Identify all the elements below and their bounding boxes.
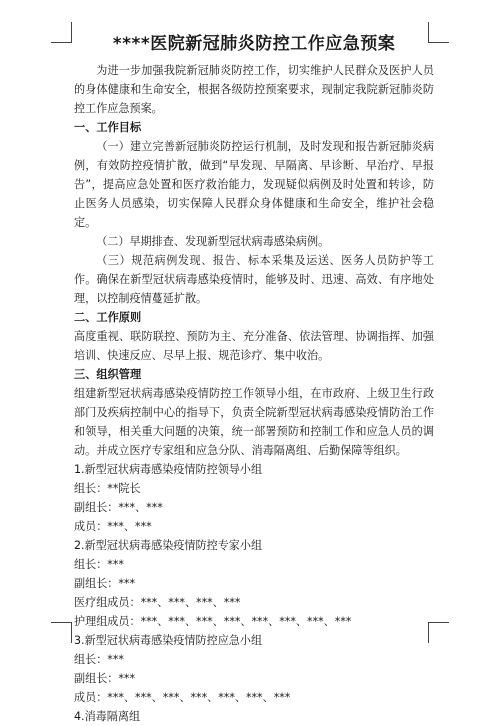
- group-line: 组长：***: [74, 558, 124, 571]
- principles-paragraph: 高度重视、联防联控、预防为主、充分准备、依法管理、协调指挥、加强培训、快速反应、尽早上报、规范诊疗、集中收治。: [74, 330, 434, 362]
- crop-mark-bottom-left: [51, 622, 72, 643]
- group-line: 成员：***、***、***、***、***、***、***: [74, 691, 291, 704]
- group-line: 护理组成员：***、***、***、***、***、***、***、***: [74, 615, 352, 628]
- group-line: 成员：***、***: [74, 520, 152, 533]
- section-heading-goals: 一、工作目标: [74, 121, 142, 134]
- goals-paragraph-2: （二）早期排查、发现新型冠状病毒感染病例。: [96, 235, 330, 248]
- goals-paragraph-3: （三）规范病例发现、报告、标本采集及运送、医务人员防护等工作。确保在新型冠状病毒感染疫情时，能够及时、迅速、高效、有序地处理，以控制疫情蔓延扩散。: [74, 254, 434, 305]
- group-title-disinfection: 4.消毒隔离组: [74, 710, 141, 723]
- section-heading-organization: 三、组织管理: [74, 368, 142, 381]
- intro-paragraph: 为进一步加强我院新冠肺炎防控工作，切实维护人民群众及医护人员的身体健康和生命安全，根据各级防控预案要求，现制定我院新冠肺炎防控工作应急预案。: [74, 64, 434, 115]
- goals-paragraph-1: （一）建立完善新冠肺炎防控运行机制，及时发现和报告新冠肺炎病例，有效防控疫情扩散，做到“早发现、早隔离、早诊断、早治疗、早报告”，提高应急处置和医疗救治能力，发现疑似病例及时处置和转诊，防止医务人员感染，切实保障人民群众身体健康和生命安全，维护社会稳定。: [74, 140, 434, 229]
- organization-paragraph: 组建新型冠状病毒感染疫情防控工作领导小组，在市政府、上级卫生行政部门及疾病控制中心的指导下，负责全院新型冠状病毒感染疫情防治工作和领导，相关重大问题的决策，统一部署预防和控制工作和应急人员的调动。并成立医疗专家组和应急分队、消毒隔离组、后勤保障等组织。: [74, 387, 434, 457]
- crop-mark-top-left: [51, 22, 72, 43]
- group-line: 医疗组成员：***、***、***、***: [74, 596, 241, 609]
- section-heading-principles: 二、工作原则: [74, 311, 142, 324]
- group-line: 组长：**院长: [74, 482, 141, 495]
- document-body: [74, 33, 434, 726]
- group-title-emergency: 3.新型冠状病毒感染疫情防控应急小组: [74, 634, 263, 647]
- document-title: ****医院新冠肺炎防控工作应急预案: [112, 34, 396, 54]
- group-line: 副组长：***: [74, 672, 136, 685]
- group-title-leadership: 1.新型冠状病毒感染疫情防控领导小组: [74, 463, 263, 476]
- group-line: 副组长：***、***: [74, 501, 163, 514]
- group-line: 副组长：***: [74, 577, 136, 590]
- group-title-experts: 2.新型冠状病毒感染疫情防控专家小组: [74, 539, 263, 552]
- group-line: 组长：***: [74, 653, 124, 666]
